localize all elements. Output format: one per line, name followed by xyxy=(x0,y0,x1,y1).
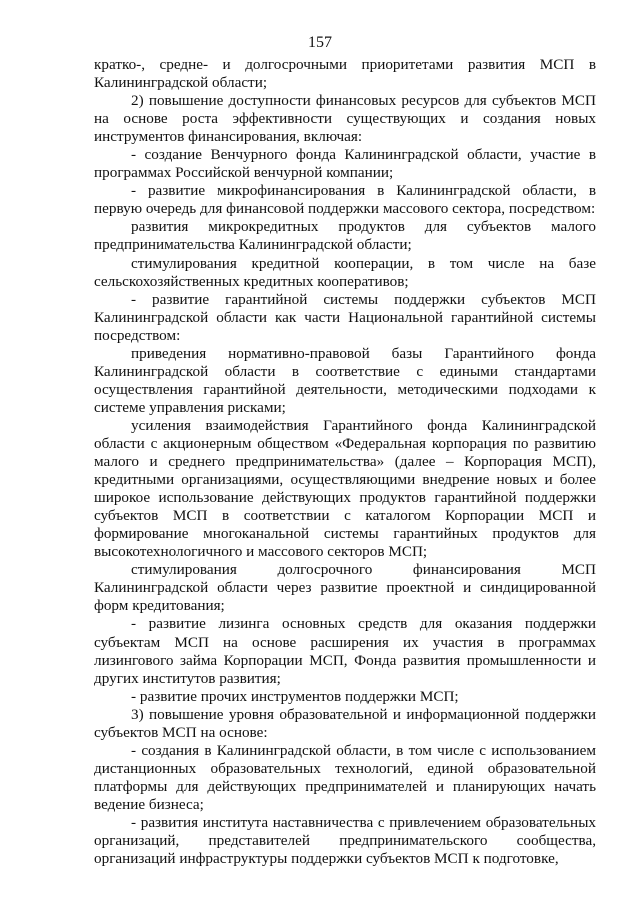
paragraph-15: - развития института наставничества с привлечением образовательных организаций, представителей предпринимательского сообщества, организаций инфраструктуры поддержки субъектов МСП к подготовке, xyxy=(94,813,596,868)
paragraph-7: - развитие гарантийной системы поддержки субъектов МСП Калининградской области как части Национальной гарантийной системы посредством: xyxy=(94,290,596,344)
paragraph-10: стимулирования долгосрочного финансирования МСП Калининградской области через развитие проектной и синдицированной форм кредитования; xyxy=(94,561,596,615)
paragraph-6: стимулирования кредитной кооперации, в том числе на базе сельскохозяйственных кредитных кооперативов; xyxy=(94,254,596,290)
page-number: 157 xyxy=(308,34,332,51)
paragraph-2: 2) повышение доступности финансовых ресурсов для субъектов МСП на основе роста эффективности существующих и создания новых инструментов финансирования, включая: xyxy=(94,92,596,146)
paragraph-5: развития микрокредитных продуктов для субъектов малого предпринимательства Калининградской области; xyxy=(94,218,596,254)
paragraph-4: - развитие микрофинансирования в Калининградской области, в первую очередь для финансовой поддержки массового сектора, посредством: xyxy=(94,182,596,218)
paragraph-3: - создание Венчурного фонда Калининградской области, участие в программах Российской венчурной компании; xyxy=(94,146,596,182)
paragraph-8: приведения нормативно-правовой базы Гарантийного фонда Калининградской области в соответствие с едиными стандартами осуществления гарантийной деятельности, методическими подходами к системе управления рисками; xyxy=(94,344,596,416)
paragraph-14: - создания в Калининградской области, в том числе с использованием дистанционных образовательных технологий, единой образовательной платформы для действующих предпринимателей и планирующих начать ведение бизнеса; xyxy=(94,741,596,813)
document-body xyxy=(94,56,596,868)
paragraph-1: кратко-, средне- и долгосрочными приоритетами развития МСП в Калининградской области; xyxy=(94,56,596,92)
paragraph-12: - развитие прочих инструментов поддержки МСП; xyxy=(131,687,459,705)
paragraph-11: - развитие лизинга основных средств для оказания поддержки субъектам МСП на основе расширения их участия в программах лизингового займа Корпорации МСП, Фонда развития промышленности и других институтов развития; xyxy=(94,615,596,687)
paragraph-9: усиления взаимодействия Гарантийного фонда Калининградской области с акционерным обществом «Федеральная корпорация по развитию малого и среднего предпринимательства» (далее – Корпорация МСП), кредитными организациями, осуществляющими внедрение новых и более широкое использование действующих продуктов гарантийной поддержки субъектов МСП в соответствии с каталогом Корпорации МСП и формирование многоканальной системы гарантийных продуктов для высокотехнологичного и массового секторов МСП; xyxy=(94,416,596,561)
paragraph-13: 3) повышение уровня образовательной и информационной поддержки субъектов МСП на основе: xyxy=(94,705,596,741)
